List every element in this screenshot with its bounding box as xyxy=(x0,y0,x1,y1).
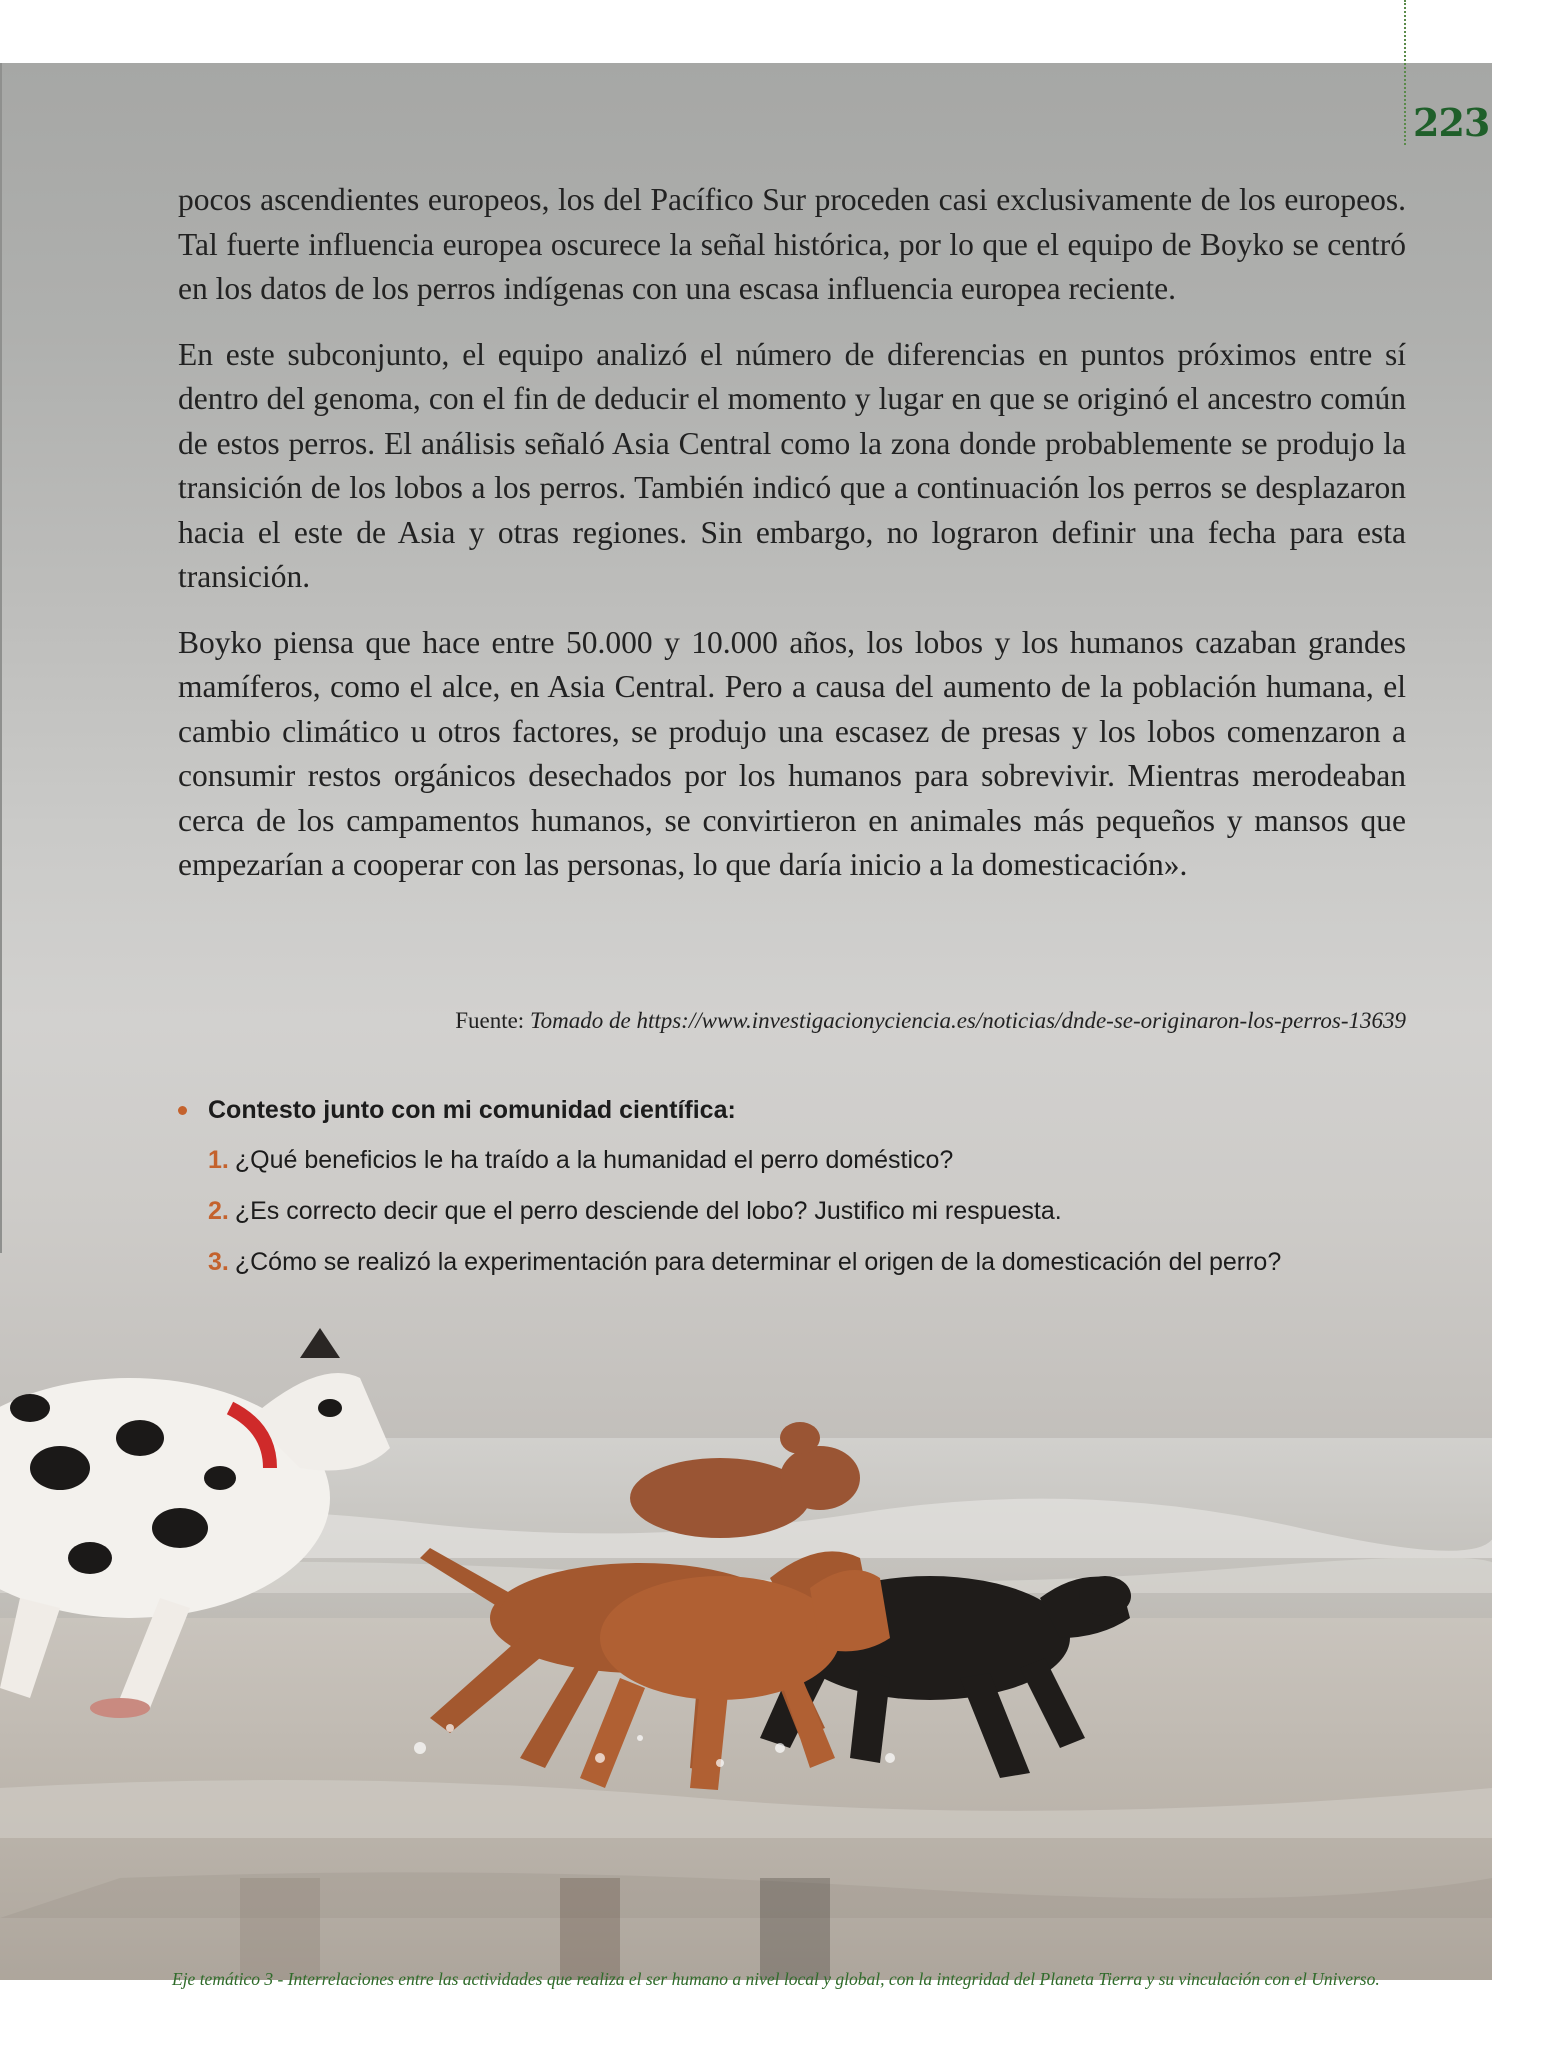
question-text: ¿Cómo se realizó la experimentación para determinar el origen de la domesticación del perro? xyxy=(234,1248,1282,1276)
question-number: 3. xyxy=(208,1248,229,1276)
questions-heading xyxy=(178,1090,1438,1130)
question-number: 2. xyxy=(208,1197,229,1225)
paragraph: pocos ascendientes europeos, los del Pacífico Sur proceden casi exclusivamente de los europeos. Tal fuerte influencia europea oscurece la señal histórica, por lo que el equipo de Boyko se centró en los datos de los perros indígenas con una escasa influencia europea reciente. xyxy=(178,182,1406,306)
question-item xyxy=(178,1191,1438,1231)
article-body xyxy=(178,178,1406,909)
source-reference: Tomado de https://www.investigacionyciencia.es/noticias/dnde-se-originaron-los-perros-13639 xyxy=(529,1008,1406,1033)
page-number-rule xyxy=(1404,0,1406,145)
source-label: Fuente: xyxy=(455,1008,525,1033)
question-item xyxy=(178,1140,1438,1180)
question-text: ¿Es correcto decir que el perro desciende del lobo? Justifico mi respuesta. xyxy=(234,1197,1062,1225)
left-edge-shade xyxy=(0,63,2,1253)
paragraph: Boyko piensa que hace entre 50.000 y 10.000 años, los lobos y los humanos cazaban grandes mamíferos, como el alce, en Asia Central. Pero a causa del aumento de la población humana, el cambio climático u otros factores, se produjo una escasez de presas y los lobos comenzaron a consumir restos orgánicos desechados por los humanos para sobrevivir. Mientras merodeaban cerca de los campamentos humanos, se convirtieron en animales más pequeños y mansos que empezarían a cooperar con las personas, lo que daría inicio a la domesticación». xyxy=(178,624,1406,882)
source-citation xyxy=(178,1008,1406,1034)
questions-section xyxy=(178,1090,1438,1293)
dogs-running-on-beach-photo xyxy=(0,1318,1492,1980)
question-text: ¿Qué beneficios le ha traído a la humanidad el perro doméstico? xyxy=(234,1146,954,1174)
page-number: 223 xyxy=(1413,100,1490,145)
footer-thematic-axis: Eje temático 3 - Interrelaciones entre las actividades que realiza el ser humano a nivel local y global, con la integridad del Planeta Tierra y su vinculación con el Universo. xyxy=(172,1969,1380,1989)
question-number: 1. xyxy=(208,1146,229,1174)
question-item xyxy=(178,1242,1438,1282)
bullet-icon xyxy=(178,1106,187,1115)
questions-heading-text: Contesto junto con mi comunidad científica: xyxy=(208,1096,736,1124)
paragraph: En este subconjunto, el equipo analizó el número de diferencias en puntos próximos entre sí dentro del genoma, con el fin de deducir el momento y lugar en que se originó el ancestro común de estos perros. El análisis señaló Asia Central como la zona donde probablemente se produjo la transición de los lobos a los perros. También indicó que a continuación los perros se desplazaron hacia el este de Asia y otras regiones. Sin embargo, no lograron definir una fecha para esta transición. xyxy=(178,336,1406,594)
